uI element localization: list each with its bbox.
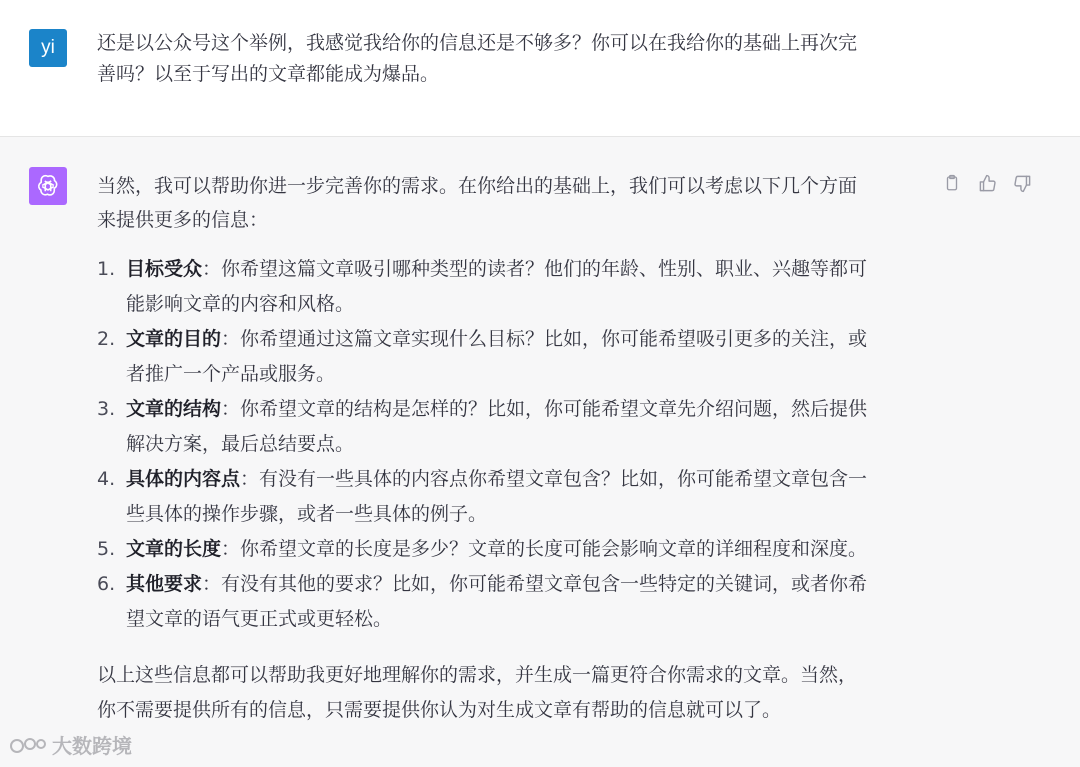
assistant-outro-line: 以上这些信息都可以帮助我更好地理解你的需求，并生成一篇更符合你需求的文章。当然， — [97, 664, 858, 686]
assistant-message-row — [0, 137, 1080, 767]
list-item-title: 目标受众 — [126, 258, 203, 280]
list-item-number: 5. — [97, 538, 116, 560]
list-item-text: 些具体的操作步骤，或者一些具体的例子。 — [126, 503, 488, 525]
user-message-line: 还是以公众号这个举例，我感觉我给你的信息还是不够多？你可以在我给你的基础上再次完 — [97, 32, 858, 54]
list-item-number: 1. — [97, 258, 116, 280]
assistant-outro-line: 你不需要提供所有的信息，只需要提供你认为对生成文章有帮助的信息就可以了。 — [97, 699, 782, 721]
thumbs-down-icon — [1013, 174, 1032, 193]
list-item-title: 文章的长度 — [126, 538, 222, 560]
copy-button[interactable] — [942, 173, 962, 193]
list-item-title: 其他要求 — [126, 573, 203, 595]
list-item — [97, 532, 922, 567]
list-item-number: 6. — [97, 573, 116, 595]
message-actions — [942, 173, 1032, 193]
list-item-title: 文章的结构 — [126, 398, 222, 420]
assistant-message-text — [97, 169, 922, 728]
list-item-text: ：有没有一些具体的内容点你希望文章包含？比如，你可能希望文章包含一 — [240, 468, 868, 490]
thumbs-down-button[interactable] — [1012, 173, 1032, 193]
list-item — [97, 462, 922, 532]
assistant-intro-line: 来提供更多的信息： — [97, 209, 269, 231]
assistant-avatar — [29, 167, 67, 205]
clipboard-icon — [943, 174, 961, 192]
requirements-list — [97, 252, 922, 637]
list-item-text: 望文章的语气更正式或更轻松。 — [126, 608, 393, 630]
user-message-text — [97, 28, 922, 90]
assistant-intro-line: 当然，我可以帮助你进一步完善你的需求。在你给出的基础上，我们可以考虑以下几个方面 — [97, 175, 858, 197]
list-item-text: ：你希望这篇文章吸引哪种类型的读者？他们的年龄、性别、职业、兴趣等都可 — [202, 258, 868, 280]
list-item-text: 能影响文章的内容和风格。 — [126, 293, 355, 315]
thumbs-up-icon — [978, 174, 997, 193]
list-item — [97, 392, 922, 462]
list-item-text: ：有没有其他的要求？比如，你可能希望文章包含一些特定的关键词，或者你希 — [202, 573, 868, 595]
list-item-number: 2. — [97, 328, 116, 350]
list-item-number: 3. — [97, 398, 116, 420]
watermark-text: 大数跨境 — [52, 734, 132, 758]
list-item-text: 者推广一个产品或服务。 — [126, 363, 336, 385]
list-item-text: 解决方案，最后总结要点。 — [126, 433, 355, 455]
assistant-outro — [97, 658, 922, 728]
assistant-intro — [97, 169, 922, 237]
user-message-row — [0, 0, 1080, 137]
list-item — [97, 252, 922, 322]
list-item-text: ：你希望文章的长度是多少？文章的长度可能会影响文章的详细程度和深度。 — [221, 538, 868, 560]
user-message-line: 善吗？以至于写出的文章都能成为爆品。 — [97, 63, 440, 85]
list-item-text: ：你希望通过这篇文章实现什么目标？比如，你可能希望吸引更多的关注，或 — [221, 328, 868, 350]
openai-logo-icon — [35, 173, 61, 199]
list-item-text: ：你希望文章的结构是怎样的？比如，你可能希望文章先介绍问题，然后提供 — [221, 398, 868, 420]
list-item-number: 4. — [97, 468, 116, 490]
watermark-logo-icon — [8, 734, 48, 756]
user-avatar — [29, 29, 67, 67]
user-avatar-text: yi — [41, 37, 55, 58]
thumbs-up-button[interactable] — [977, 173, 997, 193]
list-item-title: 文章的目的 — [126, 328, 222, 350]
list-item — [97, 322, 922, 392]
watermark — [8, 730, 132, 759]
list-item-title: 具体的内容点 — [126, 468, 241, 490]
list-item — [97, 567, 922, 637]
